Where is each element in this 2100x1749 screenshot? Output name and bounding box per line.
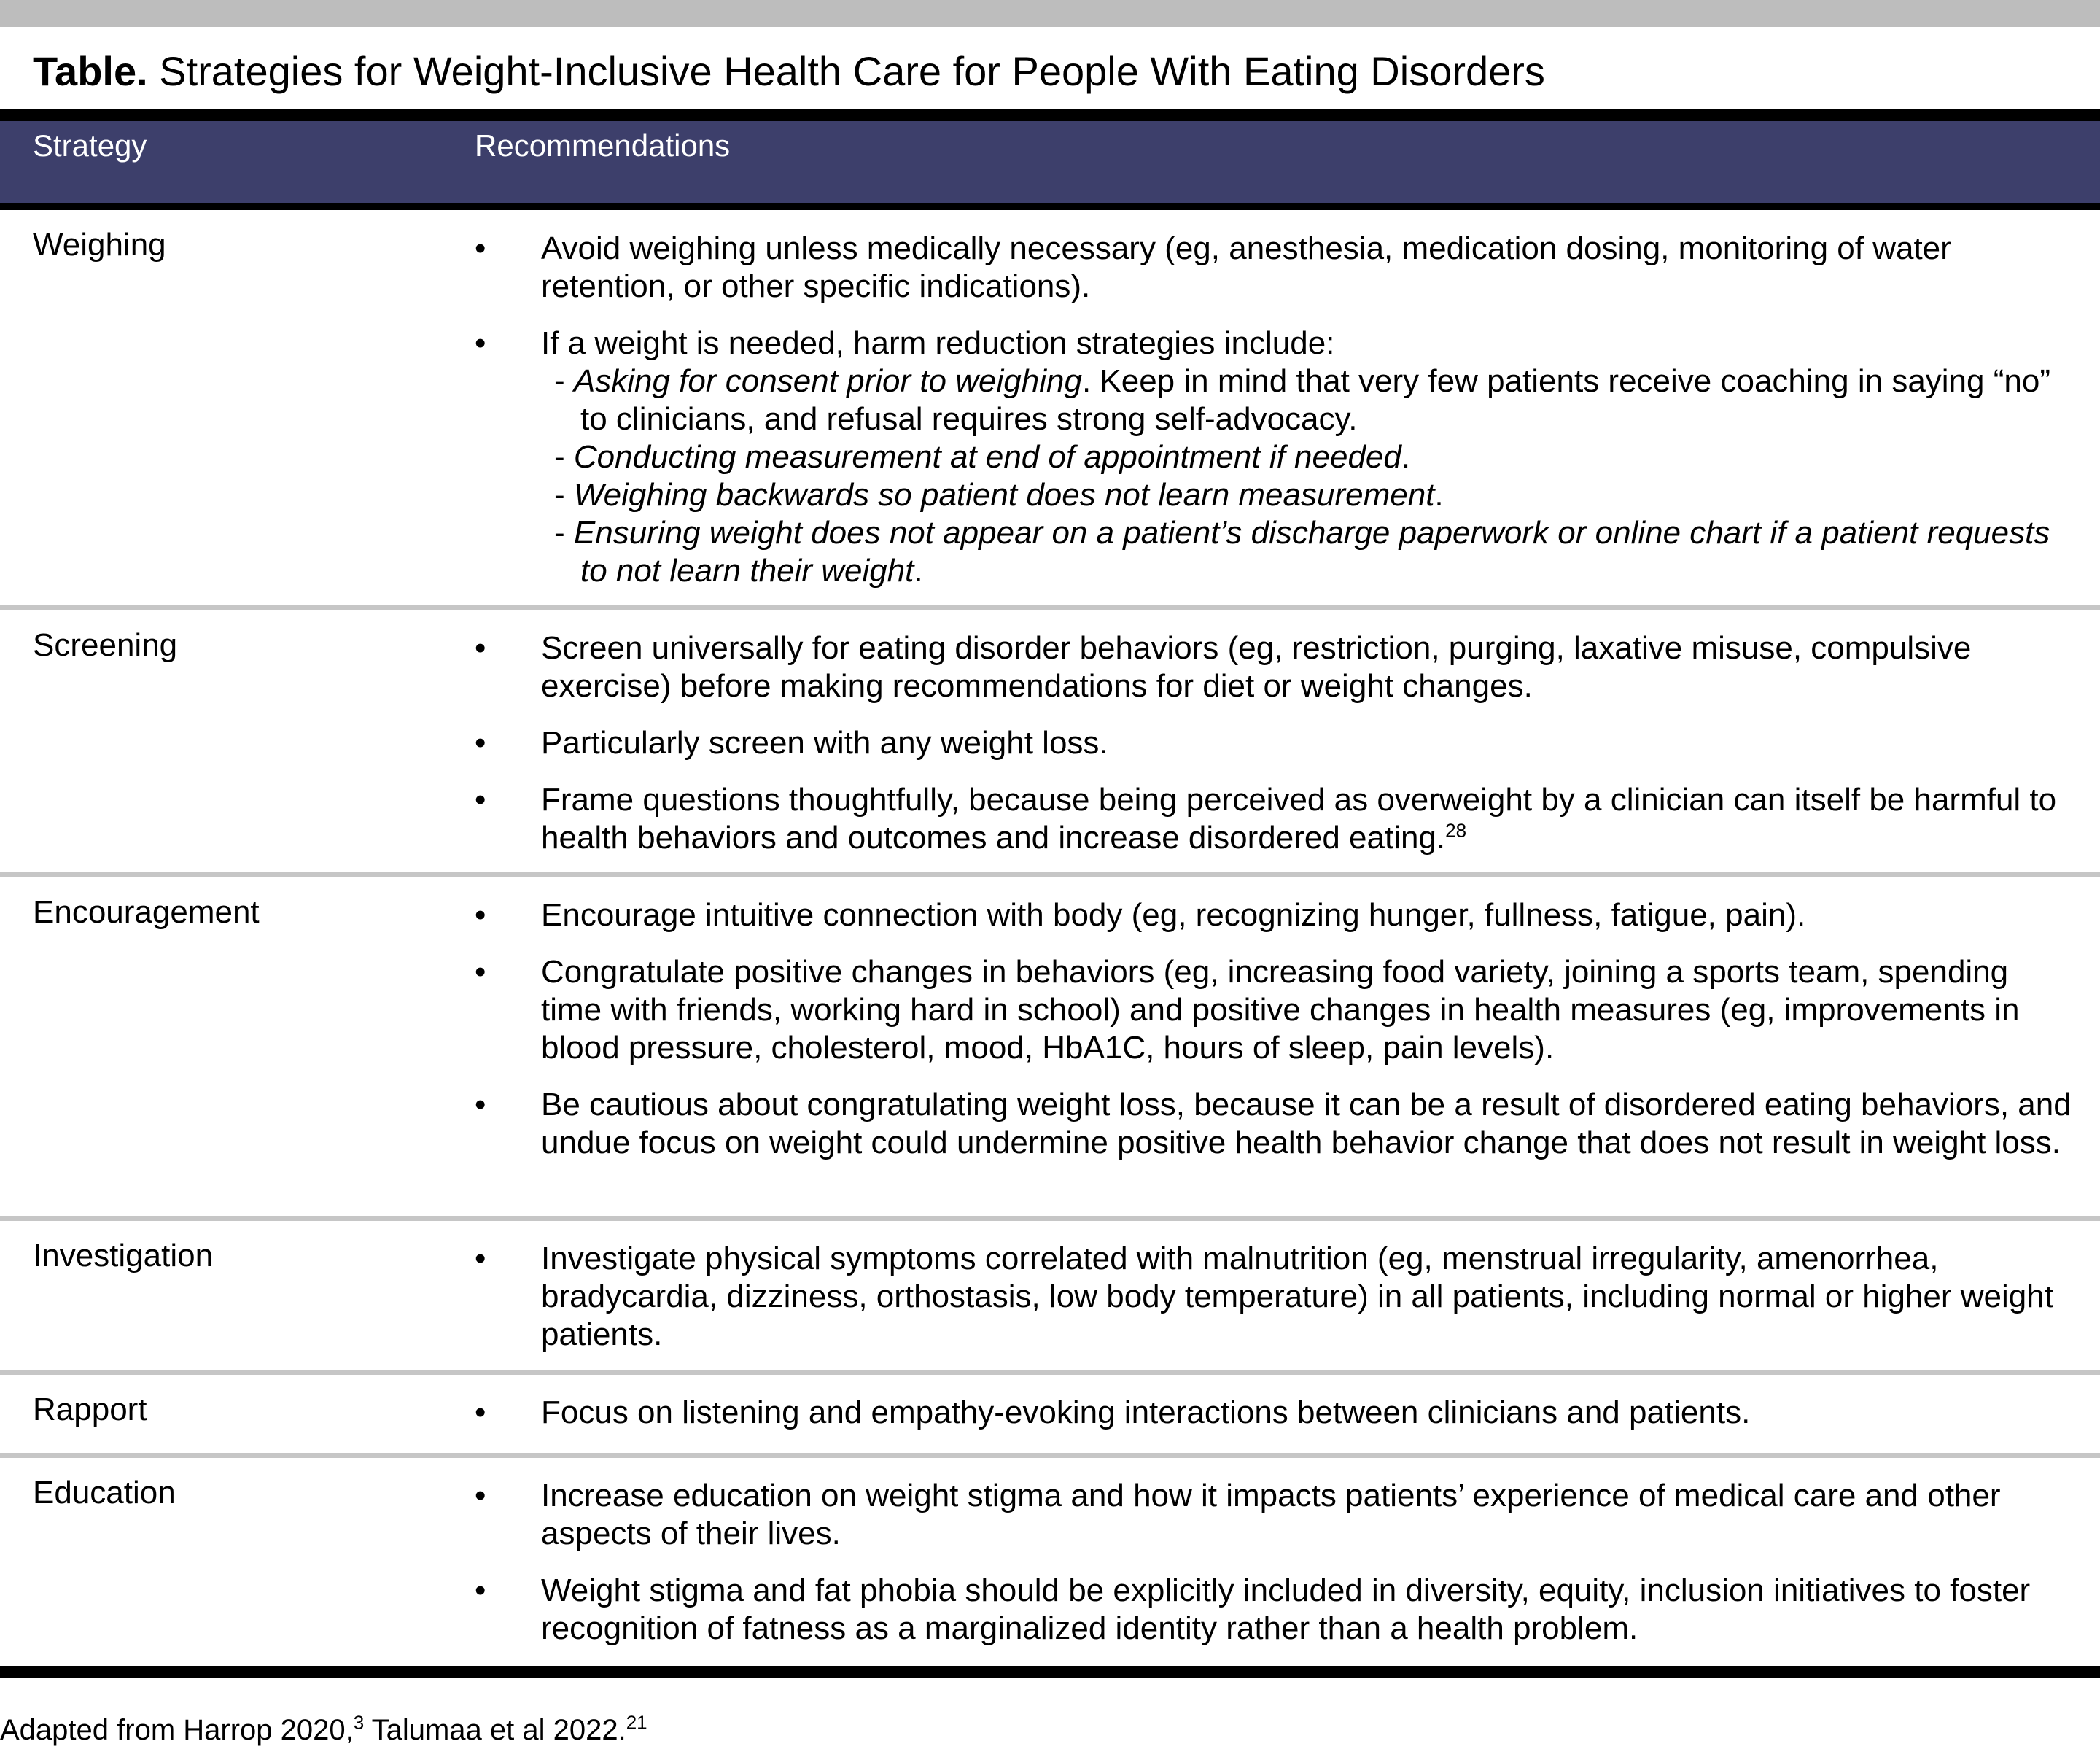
bullet-icon: •: [475, 1395, 486, 1430]
recommendation-item: Weight stigma and fat phobia should be explicitly included in diversity, equity, inclusion initiatives to foster recognition of fatness as a marginalized identity rather than a health problem.: [541, 1572, 2031, 1646]
header-recommendations: Recommendations: [475, 128, 731, 163]
row-divider: [0, 1370, 2100, 1375]
sub-item-text: . Keep in mind that very few patients receive coaching in saying “no” to clinicians, and refusal requires strong self-advocacy.: [580, 363, 2050, 437]
recommendation-item: Particularly screen with any weight loss.: [541, 725, 1108, 761]
row-divider: [0, 872, 2100, 877]
strategy-cell: Education: [33, 1475, 176, 1510]
strategy-cell: Screening: [33, 627, 178, 663]
table-bottom-rule: [0, 1666, 2100, 1678]
sub-item: - Conducting measurement at end of appointment if needed.: [554, 439, 1411, 475]
sub-item-italic: Ensuring weight does not appear on a patient’s discharge paperwork or online chart if a patient requests to not learn their weight: [573, 515, 2050, 589]
recommendation-item: Investigate physical symptoms correlated with malnutrition (eg, menstrual irregularity, amenorrhea, bradycardia, dizziness, orthostasis, low body temperature) in all patients, including normal or higher weight patients.: [541, 1241, 2053, 1352]
row-divider: [0, 605, 2100, 610]
recommendation-item: Focus on listening and empathy-evoking interactions between clinicians and patients.: [541, 1395, 1751, 1430]
bullet-icon: •: [475, 954, 486, 990]
bullet-icon: •: [475, 1478, 486, 1513]
recommendation-item: Encourage intuitive connection with body (eg, recognizing hunger, fullness, fatigue, pain).: [541, 897, 1806, 933]
source-footnote: Adapted from Harrop 2020,$^3$ Talumaa et al 2022.21: [0, 1711, 648, 1746]
sub-item: - Asking for consent prior to weighing. Keep in mind that very few patients receive coaching in saying “no” to clinicians, and refusal requires strong self-advocacy.: [554, 363, 2050, 437]
bullet-icon: •: [475, 897, 486, 933]
header-top-rule: [0, 109, 2100, 121]
bullet-icon: •: [475, 325, 486, 361]
table-title-label: Table.: [33, 48, 148, 94]
recommendation-item-text: Frame questions thoughtfully, because being perceived as overweight by a clinician can itself be harmful to health behaviors and outcomes and increase disordered eating.: [541, 782, 2057, 856]
strategy-cell: Investigation: [33, 1238, 214, 1273]
recommendation-item: Increase education on weight stigma and how it impacts patients’ experience of medical care and other aspects of their lives.: [541, 1478, 2001, 1551]
recommendation-item: [541, 325, 2072, 590]
recommendation-item: Avoid weighing unless medically necessary (eg, anesthesia, medication dosing, monitoring of water retention, or other specific indications).: [541, 230, 1951, 304]
strategy-cell: Weighing: [33, 227, 166, 263]
recommendation-item: [541, 781, 2072, 857]
sub-item: - Weighing backwards so patient does not learn measurement.: [554, 477, 1444, 513]
recommendation-item: Congratulate positive changes in behaviors (eg, increasing food variety, joining a sports team, spending time with friends, working hard in school) and positive changes in health measures (eg, improvements in blood pressure, cholesterol, mood, HbA1C, hours of sleep, pain levels).: [541, 954, 2020, 1066]
row-divider: [0, 1216, 2100, 1221]
recommendation-item: Screen universally for eating disorder behaviors (eg, restriction, purging, laxative misuse, compulsive exercise) before making recommendations for diet or weight changes.: [541, 630, 1972, 704]
table-title: [33, 42, 1545, 101]
recommendation-item-text: If a weight is needed, harm reduction strategies include:: [541, 325, 1335, 361]
sub-item-italic: Conducting measurement at end of appointment if needed: [573, 439, 1401, 475]
strategy-cell: Encouragement: [33, 894, 260, 930]
bullet-icon: •: [475, 725, 486, 761]
citation-superscript: 3: [353, 1711, 365, 1734]
sub-item-text: .: [914, 553, 923, 589]
row-divider: [0, 1453, 2100, 1458]
bullet-icon: •: [475, 1087, 486, 1122]
bullet-icon: •: [475, 782, 486, 818]
sub-item-italic: Weighing backwards so patient does not learn measurement: [573, 477, 1435, 513]
citation-superscript: 28: [1445, 819, 1467, 842]
strategy-cell: Rapport: [33, 1392, 147, 1427]
header-bottom-rule: [0, 203, 2100, 210]
bullet-icon: •: [475, 1572, 486, 1608]
sub-item-text: .: [1434, 477, 1444, 513]
bullet-icon: •: [475, 230, 486, 266]
bullet-icon: •: [475, 1241, 486, 1276]
citation-superscript: 21: [626, 1711, 648, 1734]
recommendation-item: Be cautious about congratulating weight loss, because it can be a result of disordered eating behaviors, and undue focus on weight could undermine positive health behavior change that does not result in weight loss.: [541, 1087, 2072, 1160]
header-strategy: Strategy: [33, 128, 147, 163]
bullet-icon: •: [475, 630, 486, 666]
table-header: [0, 121, 2100, 203]
top-gray-bar: [0, 0, 2100, 27]
table-title-text: Strategies for Weight-Inclusive Health Care for People With Eating Disorders: [147, 48, 1545, 94]
sub-item-italic: Asking for consent prior to weighing: [573, 363, 1082, 399]
sub-item: - Ensuring weight does not appear on a patient’s discharge paperwork or online chart if a patient requests to not learn their weight.: [554, 515, 2050, 589]
sub-item-text: .: [1401, 439, 1411, 475]
